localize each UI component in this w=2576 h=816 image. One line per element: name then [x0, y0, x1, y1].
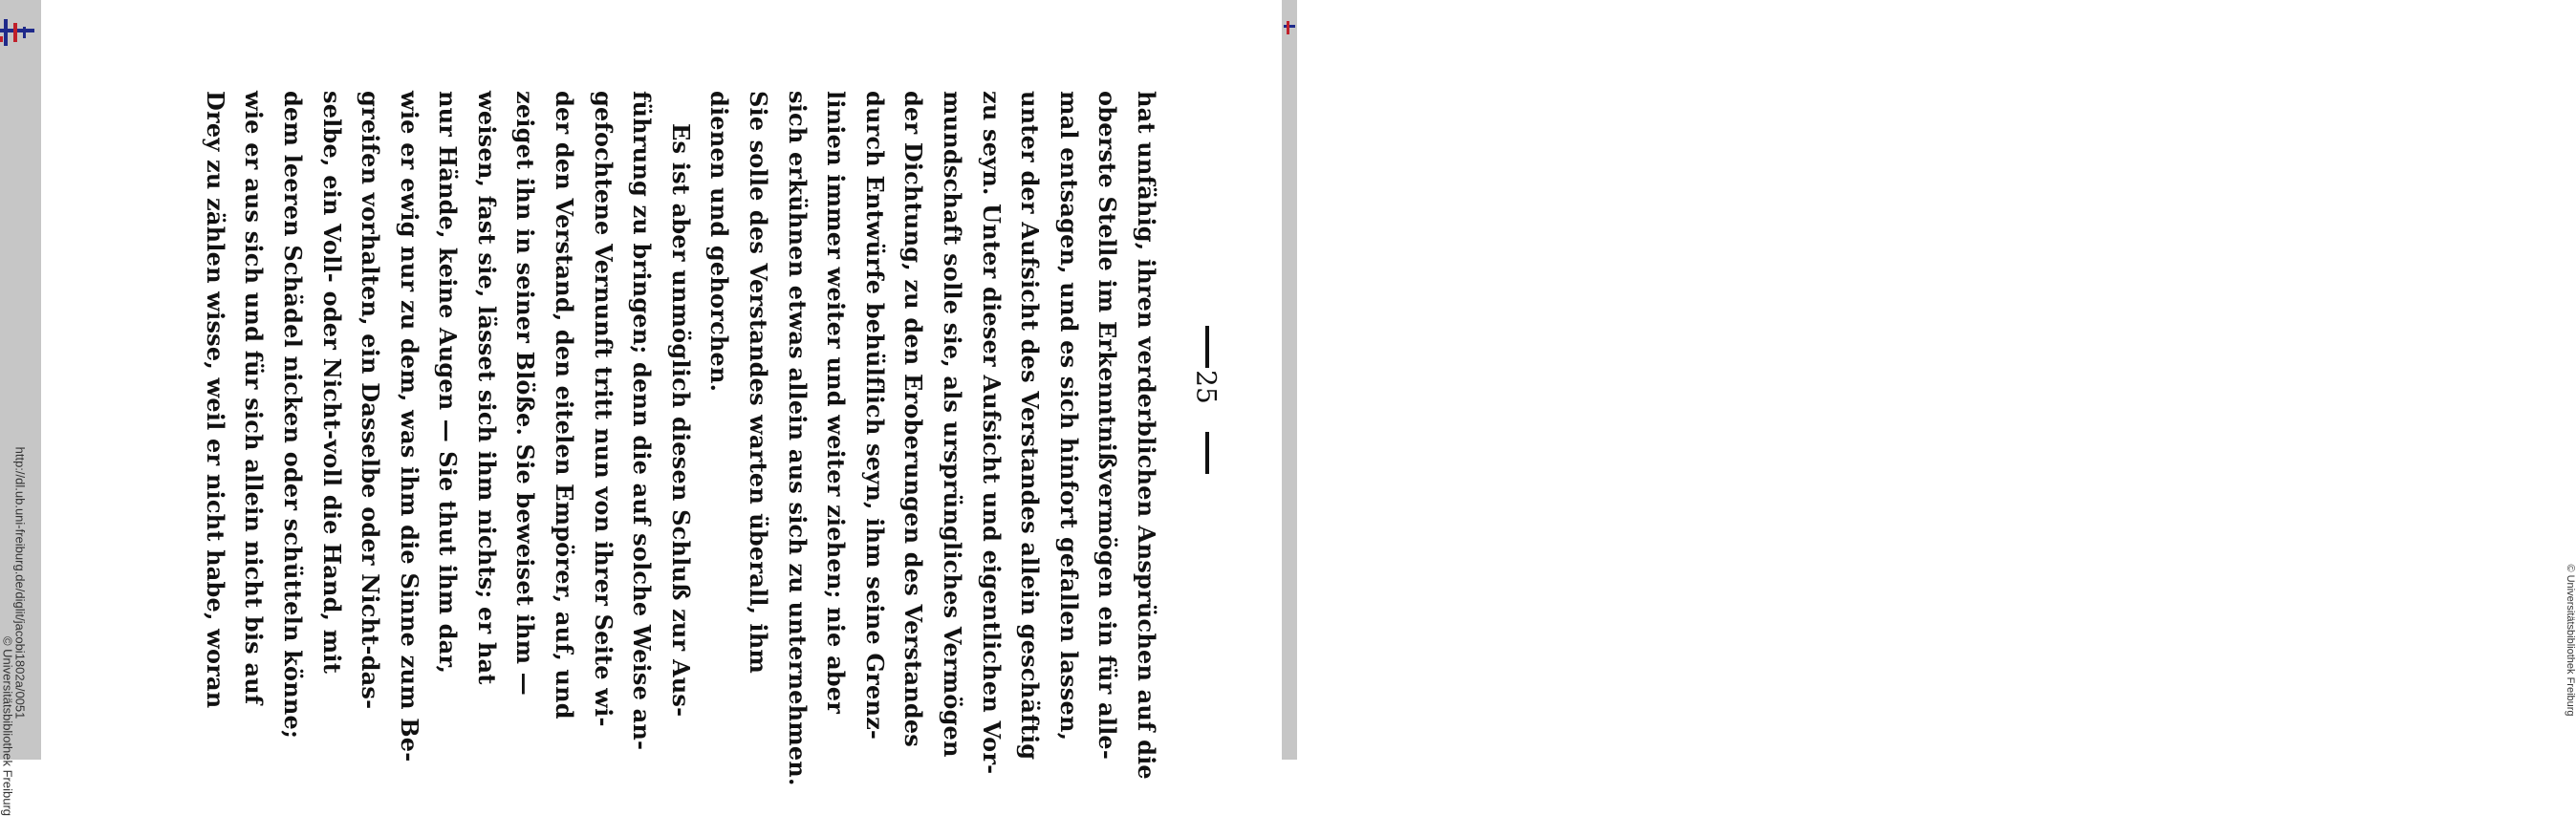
text-line: Es ist aber unmöglich diesen Schluß zur Aus- — [666, 123, 695, 718]
text-line: mundschaft solle sie, als ursprüngliches Vermögen — [939, 91, 967, 758]
text-line: führung zu bringen; denn die auf solche Weise an- — [628, 91, 657, 751]
text-line: sich erkühnen etwas allein aus sich zu unternehmen. — [783, 91, 812, 786]
source-url[interactable]: http://dl.ub.uni-freiburg.de/diglit/jacobi1802a/0051 — [12, 446, 28, 719]
text-line: linien immer weiter und weiter ziehen; nie aber — [822, 91, 851, 715]
text-line: dienen und gehorchen. — [705, 91, 734, 393]
text-line: zu seyn. Unter dieser Aufsicht und eigentlichen Vor- — [977, 91, 1006, 775]
page-number-rule-top — [1205, 326, 1209, 368]
text-line: gefochtene Vernunft tritt nun von ihrer Seite wi- — [589, 91, 617, 727]
page-text-lines — [201, 91, 1165, 786]
text-line: wie er ewig nur zu dem, was ihm die Sinne zum Be- — [395, 91, 423, 762]
library-logo-icon — [0, 17, 34, 48]
text-line: weisen, fast sie, lässet sich ihm nichts; er hat — [472, 91, 501, 685]
text-line: Drey zu zählen wisse, weil er nicht habe, woran — [201, 91, 229, 709]
text-line: wie er aus sich und für sich allein nicht bis auf — [240, 91, 269, 705]
text-line: selbe, ein Voll- oder Nicht-voll die Hand, mit — [317, 91, 346, 674]
license-text-right: © Universitätsbibliothek Freiburg — [2565, 564, 2576, 717]
right-sidebar — [1282, 0, 2576, 760]
text-line: zeiget ihn in seiner Blöße. Sie beweiset ihm — — [511, 91, 540, 696]
text-line: der den Verstand, den eitelen Empörer, auf, und — [551, 91, 579, 719]
text-line: nur Hände, keine Augen — Sie thut ihm dar, — [434, 91, 463, 674]
left-sidebar — [0, 0, 41, 816]
text-line: unter der Aufsicht des Verstandes allein geschäftig — [1016, 91, 1045, 761]
text-line: dem leeren Schädel nicken oder schütteln könne; — [278, 91, 307, 740]
page-number: 25 — [1190, 370, 1223, 404]
page-text-block — [201, 91, 1165, 786]
text-line: hat unfähig, ihren verderblichen Ansprüchen auf die — [1133, 91, 1160, 780]
text-line: Sie solle des Verstandes warten überall, ihm — [745, 91, 773, 674]
text-line: oberste Stelle im Erkenntnißvermögen ein für alle- — [1093, 91, 1122, 761]
license-text-left: © Universitätsbibliothek Freiburg — [0, 635, 15, 816]
text-line: der Dichtung, zu den Eroberungen des Verstandes — [899, 91, 928, 748]
scanned-page — [42, 0, 1281, 786]
library-logo-small-icon — [1284, 21, 1295, 36]
text-line: greifen vorhalten, ein Dasselbe oder Nicht-das- — [357, 91, 385, 710]
text-line: mal entsagen, und es sich hinfort gefallen lassen, — [1054, 91, 1083, 741]
text-line: durch Entwürfe behülflich seyn, ihm seine Grenz- — [860, 91, 889, 741]
page-number-rule-bottom — [1205, 432, 1209, 474]
